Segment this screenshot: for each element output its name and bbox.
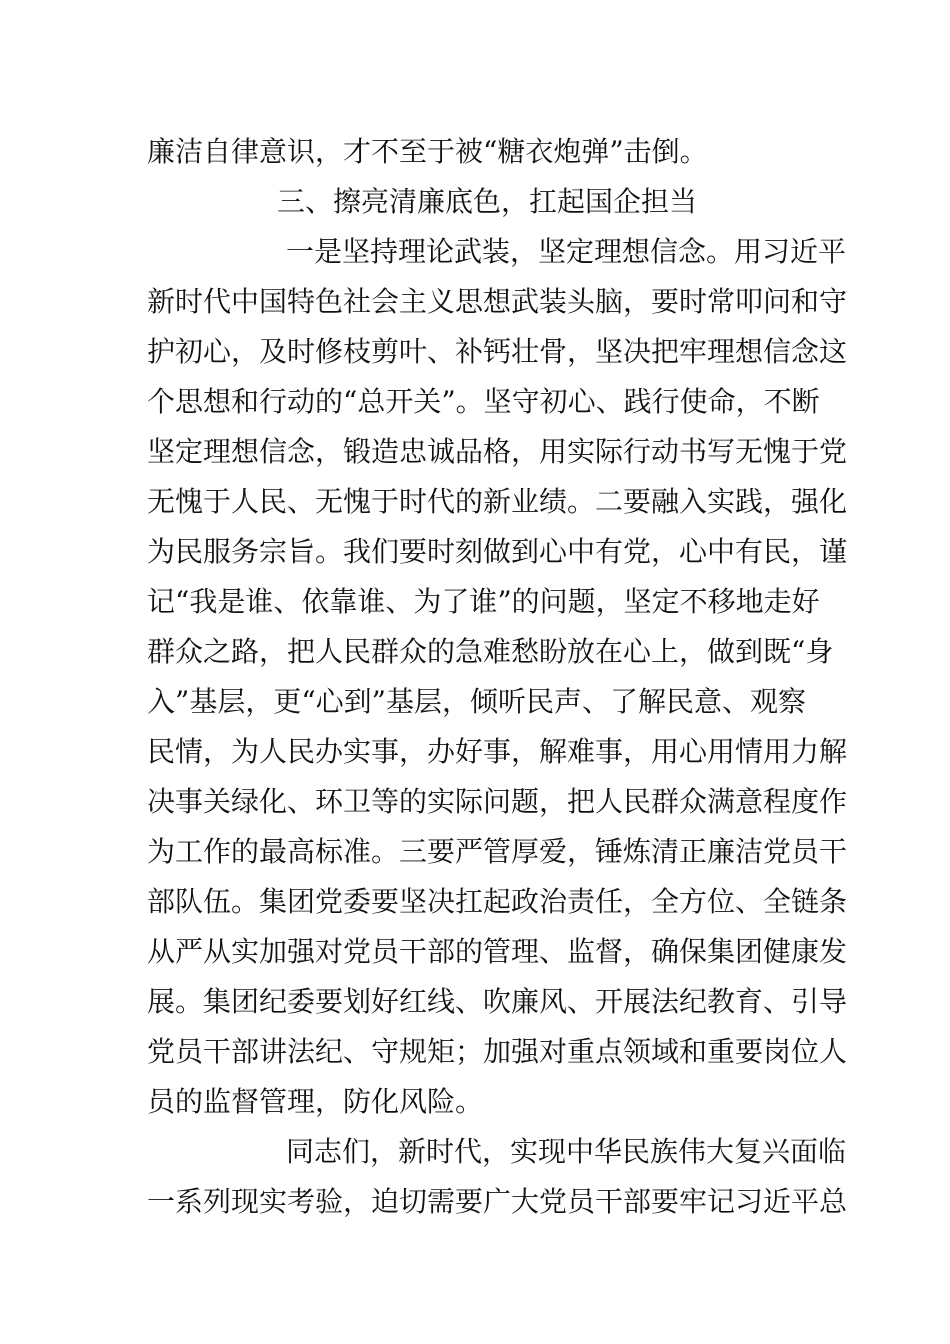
body-text-line: 记“我是谁、依靠谁、为了谁”的问题，坚定不移地走好 xyxy=(147,585,820,618)
body-text-line: 从严从实加强对党员干部的管理、监督，确保集团健康发 xyxy=(147,935,848,968)
body-text-line: 部队伍。集团党委要坚决扛起政治责任，全方位、全链条 xyxy=(147,885,848,918)
body-text-line: 展。集团纪委要划好红线、吹廉风、开展法纪教育、引导 xyxy=(147,985,848,1018)
body-text-line: 群众之路，把人民群众的急难愁盼放在心上，做到既“身 xyxy=(147,635,834,668)
body-text-line: 入”基层，更“心到”基层，倾听民声、了解民意、观察 xyxy=(147,685,806,718)
body-text-line: 护初心，及时修枝剪叶、补钙壮骨，坚决把牢理想信念这 xyxy=(147,335,848,368)
body-text-line: 个思想和行动的“总开关”。坚守初心、践行使命，不断 xyxy=(147,385,820,418)
body-text-line: 同志们，新时代，实现中华民族伟大复兴面临 xyxy=(286,1135,847,1168)
body-text-line: 廉洁自律意识，才不至于被“糖衣炮弹”击倒。 xyxy=(147,135,708,168)
body-text-line: 坚定理想信念，锻造忠诚品格，用实际行动书写无愧于党 xyxy=(147,435,848,468)
body-text-line: 党员干部讲法纪、守规矩；加强对重点领域和重要岗位人 xyxy=(147,1035,848,1068)
body-text-line: 新时代中国特色社会主义思想武装头脑，要时常叩问和守 xyxy=(147,285,848,318)
body-text-line: 决事关绿化、环卫等的实际问题，把人民群众满意程度作 xyxy=(147,785,848,818)
section-heading: 三、擦亮清廉底色，扛起国企担当 xyxy=(277,185,698,218)
body-text-line: 民情，为人民办实事，办好事，解难事，用心用情用力解 xyxy=(147,735,848,768)
body-text-line: 员的监督管理，防化风险。 xyxy=(147,1085,484,1118)
body-text-line: 一系列现实考验，迫切需要广大党员干部要牢记习近平总 xyxy=(147,1185,848,1218)
body-text-line: 为民服务宗旨。我们要时刻做到心中有党，心中有民，谨 xyxy=(147,535,848,568)
body-text-line: 无愧于人民、无愧于时代的新业绩。二要融入实践，强化 xyxy=(147,485,848,518)
body-text-line: 一是坚持理论武装，坚定理想信念。用习近平 xyxy=(286,235,847,268)
body-text-line: 为工作的最高标准。三要严管厚爱，锤炼清正廉洁党员干 xyxy=(147,835,848,868)
